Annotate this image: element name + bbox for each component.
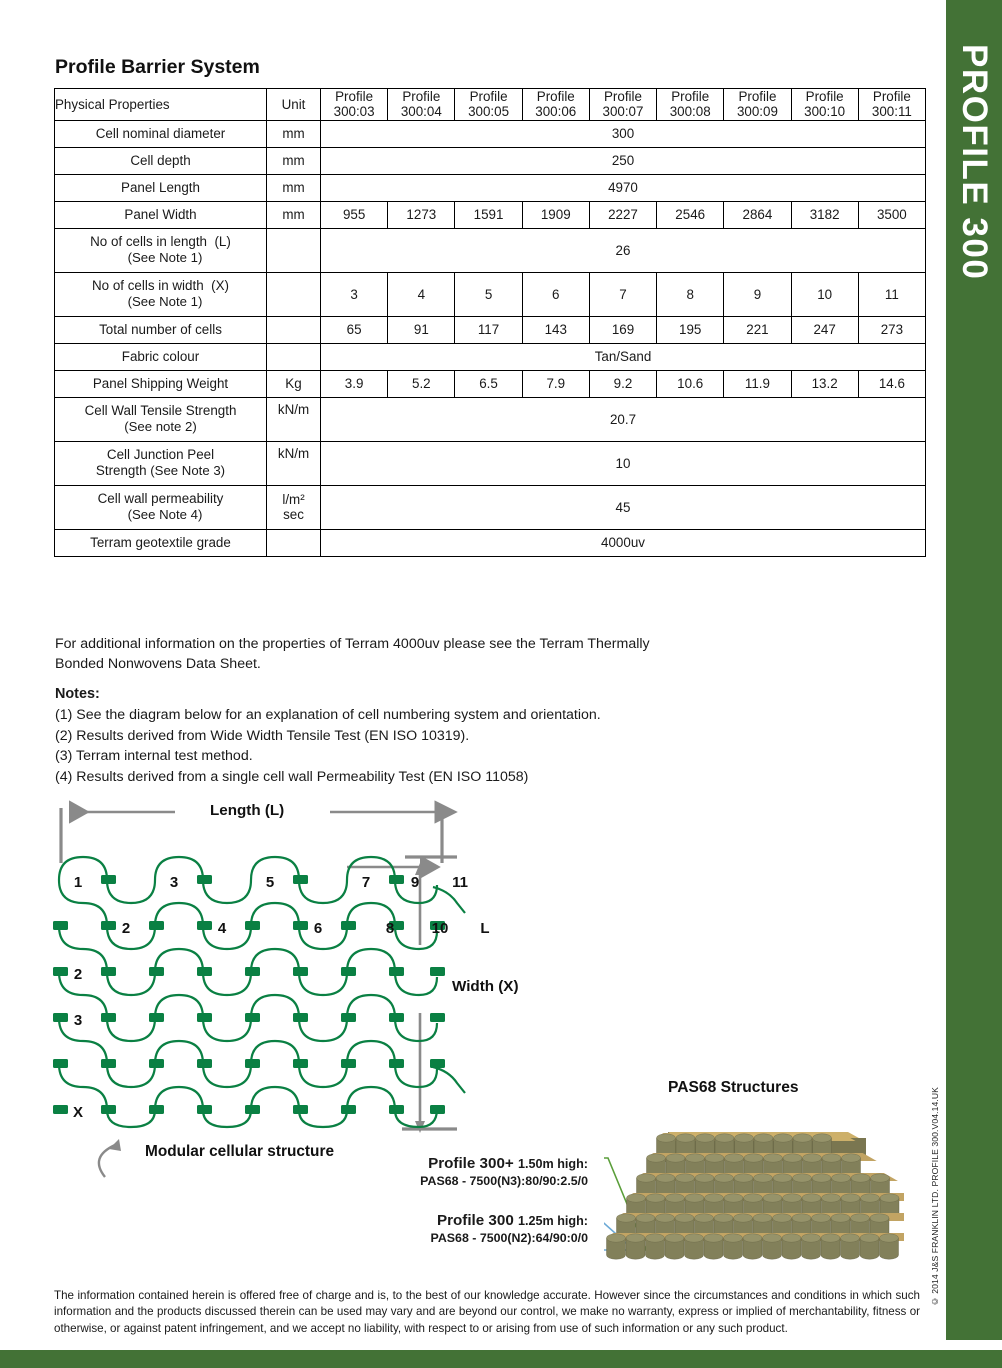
- cell-number: L: [480, 920, 490, 937]
- row-label-text: No of cells in width: [92, 278, 204, 294]
- row-value: 4: [388, 272, 455, 316]
- notes-heading: Notes:: [55, 686, 100, 702]
- row-value: 14.6: [858, 370, 925, 397]
- row-value: 195: [657, 316, 724, 343]
- header-line2: 300:03: [333, 104, 375, 120]
- row-value: 5: [455, 272, 522, 316]
- row-label-text: Cell Junction Peel: [106, 446, 215, 462]
- row-value-merged: 250: [321, 147, 926, 174]
- row-label-text: No of cells in length: [90, 234, 208, 250]
- caption-product-name: Profile 300: [436, 1212, 514, 1229]
- caption-spec: PAS68 - 7500(N3):80/90:2.5/0: [420, 1174, 588, 1188]
- note-item: (1) See the diagram below for an explanation of cell numbering system and orientation.: [55, 707, 601, 723]
- note-item: (2) Results derived from Wide Width Tensile Test (EN ISO 10319).: [55, 727, 470, 744]
- cell-number: 6: [313, 920, 323, 937]
- header-line1: Profile: [738, 89, 777, 104]
- row-value-merged: 4000uv: [321, 529, 926, 556]
- notes-list: [55, 705, 775, 788]
- row-label-geotextile-grade: Terram geotextile grade: [55, 529, 267, 556]
- row-value: 3.9: [321, 370, 388, 397]
- table-header-row: [55, 89, 926, 121]
- row-value: 11: [858, 272, 925, 316]
- header-profile-300-09: [724, 89, 791, 121]
- cell-number: 2: [121, 920, 131, 937]
- header-line2: 300:09: [736, 104, 778, 120]
- row-value: 2864: [724, 201, 791, 228]
- row-value: 5.2: [388, 370, 455, 397]
- row-label-panel-length: Panel Length: [55, 174, 267, 201]
- cell-number: 5: [265, 874, 275, 891]
- row-value: 6.5: [455, 370, 522, 397]
- row-value: 117: [455, 316, 522, 343]
- row-unit: Kg: [267, 370, 321, 397]
- row-unit: kN/m: [267, 397, 321, 441]
- table-row: [55, 201, 926, 228]
- header-line1: Profile: [671, 89, 710, 104]
- footer-disclaimer: The information contained herein is offered free of charge and is, to the best of our knowledge accurate. However since the circumstances and conditions in which such information and the products discussed therein can be used may vary and are beyond our control, we make no warranty, express or implied of merchantability, fitness or otherwise, or against patent infringement, and we accept no liability, with respect to or arising from use of such information or any such product.: [54, 1289, 920, 1335]
- caption-height: 1.25m high:: [518, 1214, 588, 1228]
- table-row: [55, 228, 926, 272]
- row-label-note: (See Note 1): [127, 294, 203, 310]
- row-value-merged: 4970: [321, 174, 926, 201]
- row-value: 1273: [388, 201, 455, 228]
- row-label-total-cells: Total number of cells: [55, 316, 267, 343]
- header-profile-300-03: [321, 89, 388, 121]
- row-value-merged: 300: [321, 120, 926, 147]
- width-dimension-label: Width (X): [452, 978, 519, 995]
- header-line1: Profile: [872, 89, 911, 104]
- row-label-cell-depth: Cell depth: [55, 147, 267, 174]
- table-row: [55, 370, 926, 397]
- header-line2: 300:08: [669, 104, 711, 120]
- row-label-permeability: [55, 485, 267, 529]
- row-value: 10: [791, 272, 858, 316]
- pas68-caption-profile-300: [318, 1212, 588, 1245]
- row-value: 3500: [858, 201, 925, 228]
- row-label-note: (See note 2): [124, 419, 197, 435]
- caption-height: 1.50m high:: [518, 1157, 588, 1171]
- caption-spec: PAS68 - 7500(N2):64/90:0/0: [430, 1231, 588, 1245]
- table-row: [55, 120, 926, 147]
- row-value: 273: [858, 316, 925, 343]
- table-row: [55, 441, 926, 485]
- row-value: 6: [522, 272, 589, 316]
- row-value-merged: 45: [321, 485, 926, 529]
- header-line1: Profile: [469, 89, 508, 104]
- row-value: 13.2: [791, 370, 858, 397]
- row-value: 11.9: [724, 370, 791, 397]
- row-value-merged: 26: [321, 228, 926, 272]
- page-title: Profile Barrier System: [55, 56, 260, 78]
- header-line2: 300:04: [400, 104, 442, 120]
- info-paragraph: For additional information on the properties of Terram 4000uv please see the Terram Thermally Bonded Nonwovens Data Sheet.: [55, 636, 650, 673]
- row-value: 1591: [455, 201, 522, 228]
- row-value: 10.6: [657, 370, 724, 397]
- row-value: 169: [589, 316, 656, 343]
- row-label-tensile-strength: [55, 397, 267, 441]
- header-line2: 300:07: [602, 104, 644, 120]
- cell-number: 4: [217, 920, 227, 937]
- row-value-merged: 20.7: [321, 397, 926, 441]
- cell-number: 9: [410, 874, 420, 891]
- row-value: 3182: [791, 201, 858, 228]
- row-value: 3: [321, 272, 388, 316]
- length-dimension-label: Length (L): [210, 802, 285, 819]
- header-profile-300-04: [388, 89, 455, 121]
- row-value: 955: [321, 201, 388, 228]
- row-unit: [267, 485, 321, 529]
- row-label-note: (See Note 1): [127, 250, 203, 266]
- row-unit: [267, 272, 321, 316]
- row-unit: mm: [267, 120, 321, 147]
- row-label-fabric-colour: Fabric colour: [55, 343, 267, 370]
- row-value: 91: [388, 316, 455, 343]
- cell-number: 1: [73, 874, 83, 891]
- cell-number: 3: [169, 874, 179, 891]
- row-unit-line1: l/m²: [282, 492, 305, 508]
- row-unit: [267, 228, 321, 272]
- header-unit: Unit: [267, 89, 321, 121]
- row-label-cell-nominal-diameter: Cell nominal diameter: [55, 120, 267, 147]
- row-label-note: (See Note 3): [150, 463, 226, 479]
- header-line2: 300:06: [535, 104, 577, 120]
- note-item: (4) Results derived from a single cell wall Permeability Test (EN ISO 11058): [55, 769, 529, 786]
- row-value: 7.9: [522, 370, 589, 397]
- row-value: 247: [791, 316, 858, 343]
- specification-table: [54, 88, 926, 557]
- row-unit: mm: [267, 147, 321, 174]
- row-label-suffix: (X): [211, 278, 229, 294]
- header-line2: 300:11: [871, 104, 912, 120]
- header-line2: 300:10: [804, 104, 846, 120]
- note-item: (3) Terram internal test method.: [55, 748, 253, 765]
- caption-name-line: [318, 1212, 588, 1229]
- row-label-text2: Strength: [95, 463, 147, 479]
- header-profile-300-08: [657, 89, 724, 121]
- pas68-structure-illustration: [604, 1098, 904, 1263]
- row-label-note: (See Note 4): [127, 507, 203, 523]
- table-row: [55, 397, 926, 441]
- row-unit: [267, 529, 321, 556]
- table-row: [55, 147, 926, 174]
- copyright-notice: © 2014 J&S FRANKLIN LTD. PROFILE 300.V04.14.UK: [930, 1086, 940, 1306]
- row-unit-line2: sec: [283, 507, 304, 523]
- row-unit: mm: [267, 201, 321, 228]
- row-label-panel-width: Panel Width: [55, 201, 267, 228]
- header-profile-300-11: [858, 89, 925, 121]
- row-value: 2227: [589, 201, 656, 228]
- cell-number: 3: [73, 1012, 83, 1029]
- table-row: [55, 272, 926, 316]
- header-profile-300-07: [589, 89, 656, 121]
- row-value: 9: [724, 272, 791, 316]
- cell-number: 11: [452, 874, 468, 891]
- row-value: 2546: [657, 201, 724, 228]
- table-row: [55, 174, 926, 201]
- header-profile-300-06: [522, 89, 589, 121]
- header-physical-properties: Physical Properties: [55, 89, 267, 121]
- row-value: 221: [724, 316, 791, 343]
- bottom-green-bar: [0, 1350, 1002, 1368]
- header-profile-300-10: [791, 89, 858, 121]
- row-value: 1909: [522, 201, 589, 228]
- table-row: [55, 529, 926, 556]
- row-value: 7: [589, 272, 656, 316]
- row-label-text: Cell Wall Tensile Strength: [84, 403, 237, 419]
- row-label-suffix: (L): [214, 234, 231, 250]
- cell-number: 10: [431, 920, 449, 937]
- cellular-structure-diagram: [45, 795, 565, 1185]
- row-label-shipping-weight: Panel Shipping Weight: [55, 370, 267, 397]
- caption-name-line: [318, 1155, 588, 1172]
- table-row: [55, 343, 926, 370]
- cell-number: 2: [73, 966, 83, 983]
- row-unit: [267, 316, 321, 343]
- row-value-merged: Tan/Sand: [321, 343, 926, 370]
- header-line1: Profile: [402, 89, 441, 104]
- row-value: 143: [522, 316, 589, 343]
- table-row: [55, 485, 926, 529]
- row-value: 8: [657, 272, 724, 316]
- header-line1: Profile: [536, 89, 575, 104]
- row-value-merged: 10: [321, 441, 926, 485]
- header-profile-300-05: [455, 89, 522, 121]
- row-unit: mm: [267, 174, 321, 201]
- header-line1: Profile: [805, 89, 844, 104]
- header-line1: Profile: [604, 89, 642, 104]
- row-value: 65: [321, 316, 388, 343]
- pas68-title: PAS68 Structures: [668, 1079, 799, 1096]
- row-unit: kN/m: [267, 441, 321, 485]
- diagram-caption: Modular cellular structure: [145, 1143, 335, 1160]
- row-unit: [267, 343, 321, 370]
- cell-number: 7: [361, 874, 371, 891]
- row-label-cells-in-width: [55, 272, 267, 316]
- row-label-text: Cell wall permeability: [97, 491, 224, 507]
- caption-product-name: Profile 300+: [428, 1155, 514, 1172]
- side-tab-label: PROFILE 300: [955, 44, 994, 281]
- header-line1: Profile: [335, 89, 374, 104]
- pas68-caption-profile-300-plus: [318, 1155, 588, 1188]
- cell-number: 8: [385, 920, 395, 937]
- table-row: [55, 316, 926, 343]
- cell-number: X: [72, 1104, 84, 1121]
- row-value: 9.2: [589, 370, 656, 397]
- row-label-cells-in-length: [55, 228, 267, 272]
- header-line2: 300:05: [468, 104, 510, 120]
- side-tab-profile-300: [946, 0, 1002, 1340]
- row-label-peel-strength: [55, 441, 267, 485]
